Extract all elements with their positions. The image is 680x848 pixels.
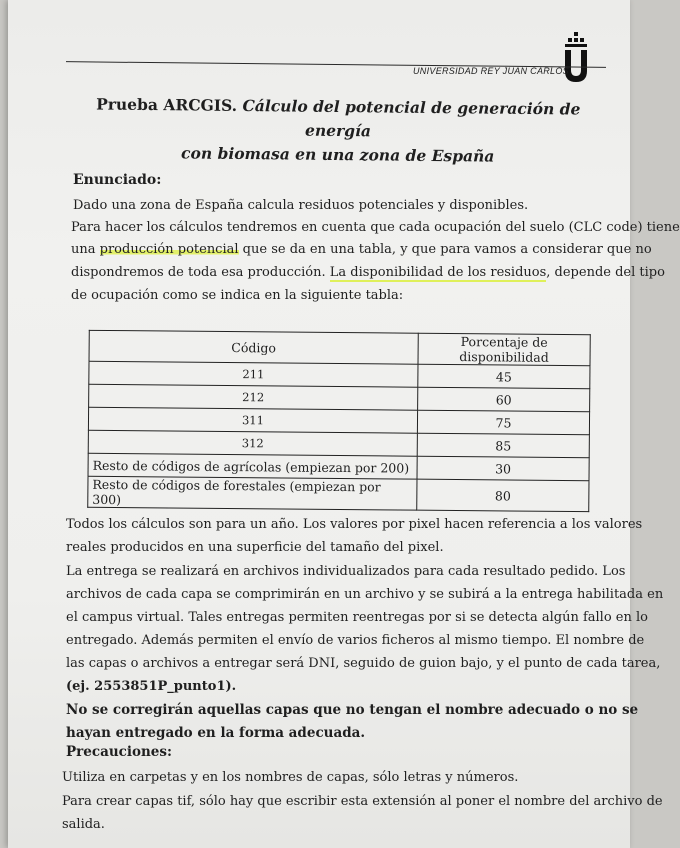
cell-code: 211 — [89, 361, 418, 387]
table-header-row — [89, 330, 590, 365]
enunciado-line-1: Dado una zona de España calcula residuos potenciales y disponibles. — [73, 198, 529, 213]
table-row — [88, 476, 589, 511]
body-line-2: reales producidos en una superficie del tamaño del pixel. — [66, 540, 444, 555]
precauciones-line-1: Utiliza en carpetas y en los nombres de capas, sólo letras y números. — [62, 770, 519, 785]
warning-line-2: hayan entregado en la forma adecuada. — [66, 725, 366, 741]
body-line-6: entregado. Además permiten el envío de varios ficheros al mismo tiempo. El nombre de — [66, 633, 645, 648]
cell-code: 312 — [88, 430, 417, 456]
document-title — [78, 92, 599, 169]
cell-code: 311 — [88, 407, 417, 433]
title-line1: Cálculo del potencial de generación de energía — [242, 95, 581, 141]
filename-example: (ej. 2553851P_punto1). — [66, 679, 237, 694]
warning-line-1: No se corregirán aquellas capas que no tengan el nombre adecuado o no se — [66, 702, 639, 718]
cell-value: 80 — [417, 479, 589, 511]
enunciado-heading: Enunciado: — [73, 172, 162, 188]
title-line2: con biomasa en una zona de España — [181, 143, 495, 166]
body-line-1: Todos los cálculos son para un año. Los valores por pixel hacen referencia a los valores — [66, 517, 643, 532]
body-line-4: archivos de cada capa se comprimirán en un archivo y se subirá a la entrega habilitada en — [66, 587, 664, 602]
highlight-disponibilidad: La disponibilidad de los residuos — [329, 265, 547, 280]
cell-value: 30 — [417, 456, 589, 481]
title-prefix: Prueba ARCGIS. — [96, 94, 238, 115]
column-header-codigo: Código — [89, 330, 418, 364]
cell-code: Resto de códigos de agrícolas (empiezan por 200) — [88, 453, 417, 479]
cell-value: 45 — [418, 364, 590, 389]
enunciado-line-4: dispondremos de toda esa producción. La disponibilidad de los residuos, depende del tipo — [71, 265, 665, 280]
cell-value: 60 — [418, 387, 590, 412]
precauciones-heading: Precauciones: — [66, 744, 172, 760]
university-name: UNIVERSIDAD REY JUAN CARLOS — [413, 66, 569, 76]
enunciado-line-2: Para hacer los cálculos tendremos en cuenta que cada ocupación del suelo (CLC code) tiene — [71, 220, 680, 235]
precauciones-line-2: Para crear capas tif, sólo hay que escribir esta extensión al poner el nombre del archivo de — [62, 794, 663, 809]
cell-code: 212 — [89, 384, 418, 410]
cell-value: 75 — [417, 410, 589, 435]
precauciones-line-3: salida. — [62, 817, 105, 832]
enunciado-line-5: de ocupación como se indica en la siguiente tabla: — [71, 288, 404, 303]
document-page — [8, 0, 680, 848]
enunciado-line-3: una producción potencial que se da en una tabla, y que para vamos a considerar que no — [71, 242, 652, 257]
column-header-porcentaje: Porcentaje de disponibilidad — [418, 333, 590, 365]
cell-code: Resto de códigos de forestales (empiezan por 300) — [88, 476, 417, 510]
body-line-7: las capas o archivos a entregar será DNI, seguido de guion bajo, y el punto de cada tarea, — [66, 656, 661, 671]
availability-table — [87, 330, 591, 512]
body-line-3: La entrega se realizará en archivos individualizados para cada resultado pedido. Los — [66, 564, 626, 579]
cell-value: 85 — [417, 433, 589, 458]
highlight-produccion-potencial: producción potencial — [99, 242, 239, 257]
body-line-5: el campus virtual. Tales entregas permiten reentregas por si se detecta algún fallo en lo — [66, 610, 648, 625]
